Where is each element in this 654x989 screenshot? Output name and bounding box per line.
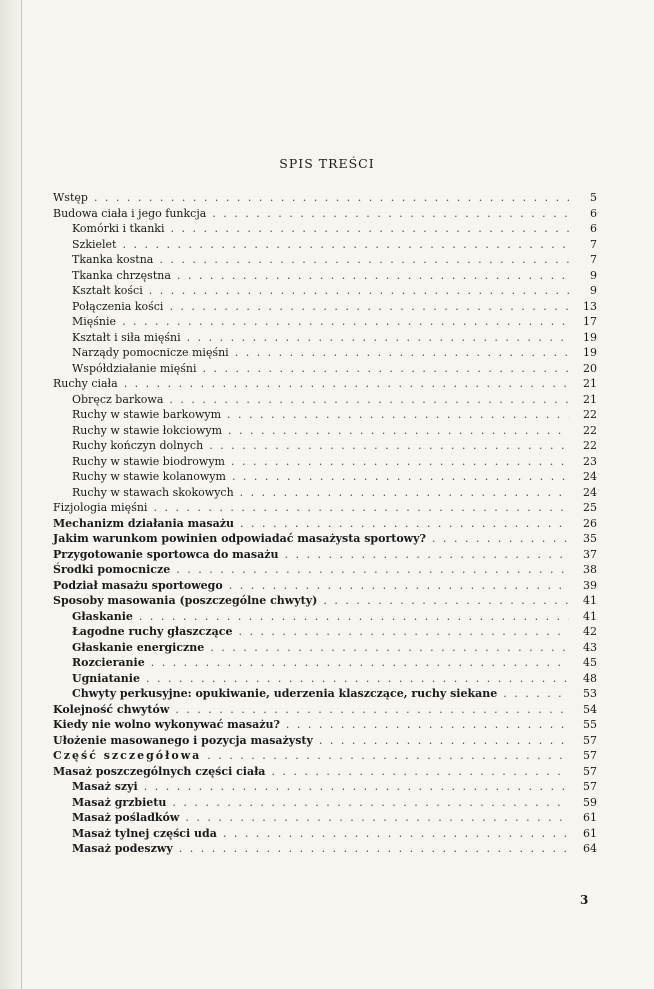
toc-entry — [53, 609, 597, 625]
toc-entry — [53, 702, 597, 718]
toc-entry-label: Narządy pomocnicze mięśni — [72, 346, 229, 359]
toc-entry-page: 57 — [583, 749, 597, 762]
toc-entry-page: 13 — [583, 299, 597, 313]
toc-entry-label: Masaż pośladków — [72, 811, 180, 824]
toc-entry — [53, 314, 597, 330]
toc-entry-page: 6 — [590, 222, 597, 235]
dot-leader — [176, 562, 569, 578]
dot-leader — [175, 702, 569, 718]
toc-entry — [53, 516, 597, 532]
toc-entry — [53, 454, 597, 470]
dot-leader — [151, 655, 569, 671]
toc-entry — [53, 810, 597, 826]
toc-entry-page: 5 — [590, 191, 597, 204]
toc-entry — [53, 190, 597, 206]
toc-entry-label: Masaż tylnej części uda — [72, 826, 217, 840]
page-number: 3 — [580, 893, 589, 907]
toc-entry-page: 59 — [583, 795, 597, 809]
toc-entry-label: Kiedy nie wolno wykonywać masażu? — [53, 718, 280, 731]
toc-entry-label: Głaskanie — [72, 609, 133, 623]
dot-leader — [170, 221, 569, 237]
dot-leader — [169, 299, 569, 315]
toc-entry — [53, 206, 597, 222]
toc-entry — [53, 733, 597, 749]
toc-entry — [53, 485, 597, 501]
dot-leader — [319, 733, 569, 749]
toc-entry-label: Kształt i siła mięśni — [72, 330, 181, 344]
toc-entry-page: 39 — [583, 578, 597, 592]
toc-entry-label: Połączenia kości — [72, 299, 164, 313]
dot-leader — [177, 268, 569, 284]
toc-entry — [53, 562, 597, 578]
toc-entry — [53, 423, 597, 439]
dot-leader — [228, 423, 569, 439]
toc-entry-page: 9 — [590, 284, 597, 297]
dot-leader — [209, 438, 569, 454]
toc-entry-page: 26 — [583, 516, 597, 530]
toc-entry-label: Ruchy w stawie barkowym — [72, 408, 222, 421]
dot-leader — [286, 717, 569, 733]
dot-leader — [179, 841, 569, 857]
dot-leader — [503, 686, 569, 702]
toc-entry — [53, 500, 597, 516]
dot-leader — [169, 392, 569, 408]
toc-entry-label: Komórki i tkanki — [72, 222, 165, 235]
toc-entry — [53, 748, 597, 764]
toc-entry-page: 61 — [583, 826, 597, 840]
toc-entry-page: 41 — [583, 594, 597, 607]
toc-entry-page: 53 — [583, 687, 597, 700]
toc-entry-label: Tkanka chrzęstna — [72, 268, 171, 282]
toc-entry — [53, 330, 597, 346]
toc-entry-label: Wstęp — [53, 191, 88, 204]
toc-entry-page: 43 — [583, 640, 597, 654]
toc-entry-label: Przygotowanie sportowca do masażu — [53, 547, 279, 561]
toc-entry-page: 57 — [583, 780, 597, 793]
toc-entry-label: Mięśnie — [72, 315, 117, 328]
dot-leader — [185, 810, 569, 826]
toc-entry — [53, 376, 597, 392]
toc-entry-label: Chwyty perkusyjne: opukiwanie, uderzenia klaszczące, ruchy siekane — [72, 687, 498, 700]
dot-leader — [323, 593, 569, 609]
dot-leader — [146, 671, 569, 687]
toc-entry-page: 57 — [583, 764, 597, 778]
toc-entry — [53, 299, 597, 315]
toc-entry-label: Ruchy w stawie łokciowym — [72, 423, 223, 437]
toc-entry — [53, 795, 597, 811]
toc-entry-label: Ruchy w stawie biodrowym — [72, 454, 225, 468]
dot-leader — [210, 640, 569, 656]
toc-entry — [53, 237, 597, 253]
toc-entry — [53, 268, 597, 284]
dot-leader — [153, 500, 569, 516]
toc-entry — [53, 547, 597, 563]
dot-leader — [124, 376, 569, 392]
toc-entry-page: 19 — [583, 330, 597, 344]
dot-leader — [187, 330, 569, 346]
toc-entry-page: 6 — [590, 206, 597, 220]
toc-entry-label: Sposoby masowania (poszczególne chwyty) — [53, 594, 318, 607]
toc-entry-label: Masaż poszczególnych części ciała — [53, 764, 266, 778]
dot-leader — [122, 314, 569, 330]
toc-entry — [53, 671, 597, 687]
toc-entry-page: 25 — [583, 501, 597, 514]
toc-entry-label: Masaż podeszwy — [72, 842, 173, 855]
toc-entry-page: 21 — [583, 392, 597, 406]
toc-entry — [53, 764, 597, 780]
toc-entry-label: Ułożenie masowanego i pozycja masażysty — [53, 733, 313, 747]
dot-leader — [159, 252, 569, 268]
toc-entry-label: Masaż grzbietu — [72, 795, 167, 809]
toc-entry-label: Ruchy w stawie kolanowym — [72, 470, 226, 483]
toc-entry — [53, 624, 597, 640]
dot-leader — [139, 609, 569, 625]
toc-entry-label: Masaż szyi — [72, 780, 138, 793]
toc-entry-label: Część szczegółowa — [53, 749, 202, 762]
toc-entry — [53, 531, 597, 547]
toc-entry-label: Szkielet — [72, 237, 117, 251]
toc-entry-page: 54 — [583, 702, 597, 716]
toc-entry — [53, 407, 597, 423]
toc-entry-page: 57 — [583, 733, 597, 747]
dot-leader — [240, 485, 569, 501]
dot-leader — [172, 795, 569, 811]
toc-entry — [53, 345, 597, 361]
toc-entry-page: 45 — [583, 656, 597, 669]
toc-entry-label: Ruchy ciała — [53, 377, 118, 390]
dot-leader — [203, 361, 569, 377]
toc-entry-page: 55 — [583, 718, 597, 731]
toc-entry-page: 24 — [583, 485, 597, 499]
toc-entry — [53, 283, 597, 299]
toc-entry-label: Ruchy kończyn dolnych — [72, 439, 204, 452]
toc-entry-page: 22 — [583, 439, 597, 452]
toc-entry-page: 21 — [583, 377, 597, 390]
toc-entry — [53, 779, 597, 795]
toc-entry-page: 24 — [583, 470, 597, 483]
toc-entry — [53, 640, 597, 656]
table-of-contents — [53, 190, 597, 857]
dot-leader — [285, 547, 570, 563]
toc-entry-label: Łagodne ruchy głaszczące — [72, 625, 233, 638]
toc-entry-page: 23 — [583, 454, 597, 468]
dot-leader — [223, 826, 569, 842]
dot-leader — [227, 407, 569, 423]
dot-leader — [229, 578, 569, 594]
toc-entry-page: 20 — [583, 361, 597, 375]
dot-leader — [240, 516, 569, 532]
toc-entry — [53, 252, 597, 268]
toc-entry-label: Obręcz barkowa — [72, 392, 164, 406]
dot-leader — [432, 531, 569, 547]
toc-entry-label: Współdziałanie mięśni — [72, 361, 197, 375]
toc-entry-page: 7 — [590, 237, 597, 251]
toc-entry-page: 42 — [583, 625, 597, 638]
toc-entry-page: 37 — [583, 547, 597, 561]
dot-leader — [271, 764, 569, 780]
toc-entry-page: 64 — [583, 842, 597, 855]
toc-entry-label: Głaskanie energiczne — [72, 640, 205, 654]
dot-leader — [235, 345, 569, 361]
toc-entry — [53, 438, 597, 454]
dot-leader — [94, 190, 569, 206]
toc-entry-page: 61 — [583, 811, 597, 824]
toc-entry-page: 41 — [583, 609, 597, 623]
toc-entry-label: Kształt kości — [72, 284, 143, 297]
toc-entry-label: Jakim warunkom powinien odpowiadać masażysta sportowy? — [53, 532, 426, 545]
toc-entry-page: 22 — [583, 408, 597, 421]
toc-entry-label: Podział masażu sportowego — [53, 578, 223, 592]
toc-entry — [53, 826, 597, 842]
toc-entry-page: 48 — [583, 671, 597, 685]
toc-entry-page: 17 — [583, 315, 597, 328]
dot-leader — [238, 624, 569, 640]
toc-entry — [53, 469, 597, 485]
toc-entry — [53, 655, 597, 671]
toc-entry — [53, 578, 597, 594]
toc-entry — [53, 686, 597, 702]
toc-entry — [53, 361, 597, 377]
toc-entry — [53, 221, 597, 237]
toc-entry — [53, 717, 597, 733]
toc-entry — [53, 593, 597, 609]
toc-entry-label: Ruchy w stawach skokowych — [72, 485, 234, 499]
toc-entry-page: 22 — [583, 423, 597, 437]
toc-entry-label: Mechanizm działania masażu — [53, 516, 234, 530]
page-binding-edge — [0, 0, 22, 989]
dot-leader — [207, 748, 569, 764]
toc-entry — [53, 392, 597, 408]
page-edge-line — [21, 0, 22, 989]
dot-leader — [149, 283, 569, 299]
toc-entry-page: 9 — [590, 268, 597, 282]
dot-leader — [122, 237, 569, 253]
dot-leader — [144, 779, 569, 795]
toc-entry-label: Tkanka kostna — [72, 253, 154, 266]
toc-entry-label: Rozcieranie — [72, 656, 145, 669]
toc-entry-label: Fizjologia mięśni — [53, 501, 148, 514]
toc-entry-page: 19 — [583, 346, 597, 359]
dot-leader — [212, 206, 569, 222]
page-title: SPIS TREŚCI — [279, 156, 375, 171]
dot-leader — [232, 469, 569, 485]
toc-entry-page: 7 — [590, 253, 597, 266]
toc-entry-label: Środki pomocnicze — [53, 563, 171, 576]
dot-leader — [231, 454, 569, 470]
toc-entry-page: 38 — [583, 563, 597, 576]
toc-entry-label: Budowa ciała i jego funkcja — [53, 206, 207, 220]
toc-entry-page: 35 — [583, 532, 597, 545]
toc-entry — [53, 841, 597, 857]
toc-entry-label: Ugniatanie — [72, 671, 140, 685]
toc-entry-label: Kolejność chwytów — [53, 702, 170, 716]
